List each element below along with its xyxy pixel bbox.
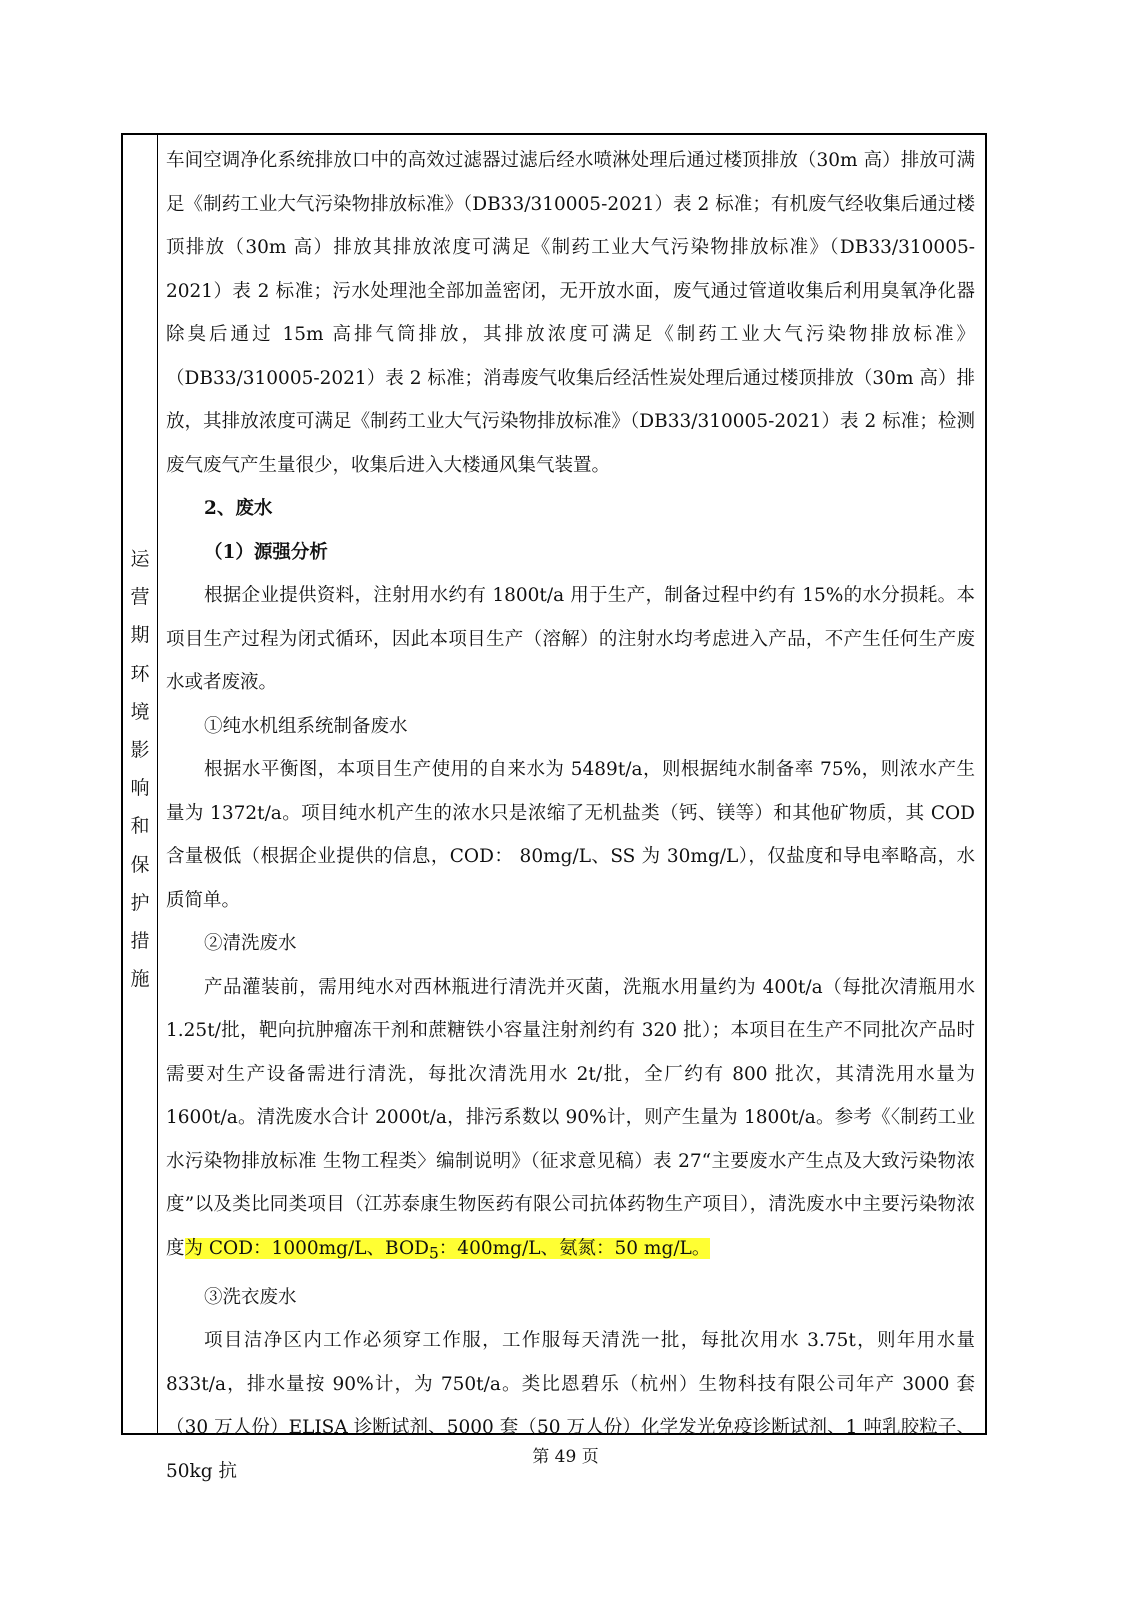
paragraph-source-analysis: 根据企业提供资料，注射用水约有 1800t/a 用于生产，制备过程中约有 15%的水分损耗。本项目生产过程为闭式循环，因此本项目生产（溶解）的注射水均考虑进入产品，不产生任何生产废水或者废液。	[166, 585, 975, 693]
subsection-heading-source: （1）源强分析	[204, 541, 328, 563]
content-body	[166, 139, 975, 1493]
paragraph-air-emission: 车间空调净化系统排放口中的高效过滤器过滤后经水喷淋处理后通过楼顶排放（30m 高）排放可满足《制药工业大气污染物排放标准》（DB33/310005-2021）表 2 标准；有机废气经收集后通过楼顶排放（30m 高）排放其排放浓度可满足《制药工业大气污染物排放标准》（DB33/310005-2021）表 2 标准；污水处理池全部加盖密闭，无开放水面，废气通过管道收集后利用臭氧净化器除臭后通过 15m 高排气筒排放，其排放浓度可满足《制药工业大气污染物排放标准》（DB33/310005-2021）表 2 标准；消毒废气收集后经活性炭处理后通过楼顶排放（30m 高）排放，其排放浓度可满足《制药工业大气污染物排放标准》（DB33/310005-2021）表 2 标准；检测废气废气产生量很少，收集后进入大楼通风集气装置。	[166, 150, 975, 476]
paragraph-pure-water: 根据水平衡图，本项目生产使用的自来水为 5489t/a，则根据纯水制备率 75%，则浓水产生量为 1372t/a。项目纯水机产生的浓水只是浓缩了无机盐类（钙、镁等）和其他矿物质，其 COD 含量极低（根据企业提供的信息，COD： 80mg/L、SS 为 30mg/L），仅盐度和导电率略高，水质简单。	[166, 759, 975, 911]
item-heading-pure-water: ①纯水机组系统制备废水	[204, 715, 408, 737]
cleaning-text: 产品灌装前，需用纯水对西林瓶进行清洗并灭菌，洗瓶水用量约为 400t/a（每批次清瓶用水 1.25t/批，靶向抗肿瘤冻干剂和蔗糖铁小容量注射剂约有 320 批）；本项目在生产不同批次产品时需要对生产设备需进行清洗，每批次清洗用水 2t/批，全厂约有 800 批次，其清洗用水量为 1600t/a。清洗废水合计 2000t/a，排污系数以 90%计，则产生量为 1800t/a。参考《〈制药工业水污染物排放标准 生物工程类〉编制说明》（征求意见稿）表 27“主要废水产生点及大致污染物浓度”以及类比同类项目（江苏泰康生物医药有限公司抗体药物生产项目），清洗废水中主要污染物浓度	[166, 976, 975, 1259]
side-label-char: 保	[130, 853, 150, 876]
item-heading-cleaning: ②清洗废水	[204, 933, 297, 954]
highlight-part-a: 为 COD：1000mg/L、BOD	[184, 1237, 429, 1259]
paragraph-laundry: 项目洁净区内工作必须穿工作服，工作服每天清洗一批，每批次用水 3.75t，则年用水量 833t/a，排水量按 90%计，为 750t/a。类比恩碧乐（杭州）生物科技有限公司年产 3000 套（30 万人份）ELISA 诊断试剂、5000 套（50 万人份）化学发光免疫诊断试剂、1 吨乳胶粒子、50kg 抗	[166, 1330, 975, 1482]
side-label-char: 护	[130, 891, 150, 914]
side-label-char: 措	[130, 930, 150, 953]
side-label-char: 期	[130, 624, 150, 647]
side-label-char: 施	[130, 968, 150, 991]
section-heading-wastewater: 2、废水	[204, 498, 273, 519]
side-label-char: 运	[130, 548, 150, 570]
subscript: 5	[428, 1244, 439, 1263]
highlight-part-b: ：400mg/L、氨氮：50 mg/L。	[438, 1237, 711, 1259]
highlighted-text	[184, 1237, 711, 1263]
side-label-char: 响	[130, 777, 150, 800]
side-label-char: 营	[130, 586, 150, 609]
side-label-char: 和	[130, 815, 150, 838]
item-heading-laundry: ③洗衣废水	[204, 1286, 297, 1308]
page-number: 第 49 页	[532, 1447, 599, 1467]
side-label-char: 环	[130, 662, 150, 685]
side-label-column	[123, 540, 157, 998]
side-label-char: 境	[130, 700, 150, 723]
side-label-char: 影	[130, 739, 150, 762]
paragraph-cleaning	[166, 966, 975, 1276]
column-divider	[157, 135, 158, 1433]
